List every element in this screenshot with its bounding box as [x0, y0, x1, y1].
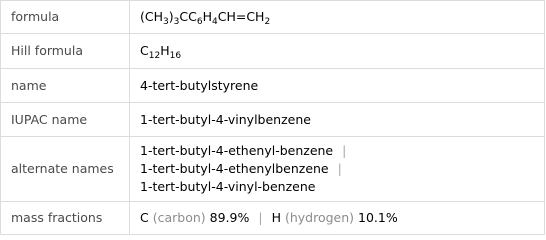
- mass-fractions-label: mass fractions: [1, 202, 130, 235]
- element-name: (hydrogen): [284, 210, 355, 225]
- alternate-name-text: 1-tert-butyl-4-ethenylbenzene: [140, 161, 329, 176]
- iupac-name-row: [1, 103, 545, 137]
- mass-fractions-value: [130, 202, 545, 235]
- element-name: (carbon): [152, 210, 206, 225]
- formula-part: CC: [179, 9, 197, 24]
- hill-part: H: [160, 43, 170, 58]
- formula-subscript: 2: [264, 17, 271, 27]
- element-percent: 89.9%: [209, 210, 250, 225]
- hill-formula-label: Hill formula: [1, 34, 130, 69]
- element-symbol: C: [140, 210, 149, 225]
- mass-fractions-row: [1, 202, 545, 235]
- formula-part: H: [202, 9, 212, 24]
- alternate-names-value: [130, 137, 545, 202]
- iupac-name-value: 1-tert-butyl-4-vinylbenzene: [130, 103, 545, 137]
- mass-fraction-hydrogen: [272, 210, 398, 225]
- formula-part: CH=CH: [217, 9, 265, 24]
- hill-part: C: [140, 43, 149, 58]
- alternate-name-item: [140, 178, 534, 196]
- formula-subscript: 6: [196, 17, 203, 27]
- alternate-name-text: 1-tert-butyl-4-vinyl-benzene: [140, 179, 316, 194]
- alternate-name-text: 1-tert-butyl-4-ethenyl-benzene: [140, 143, 334, 158]
- formula-part: (CH: [140, 9, 164, 24]
- element-symbol: H: [271, 210, 281, 225]
- hill-formula-value: [130, 34, 545, 69]
- formula-subscript: 4: [211, 17, 218, 27]
- alternate-name-item: [140, 142, 534, 160]
- formula-label: formula: [1, 1, 130, 34]
- hill-formula-row: [1, 34, 545, 69]
- name-label: name: [1, 69, 130, 103]
- hill-subscript: 12: [148, 51, 161, 61]
- hill-subscript: 16: [169, 51, 182, 61]
- mass-fraction-carbon: [140, 210, 249, 225]
- formula-value: [130, 1, 545, 34]
- alternate-names-label: alternate names: [1, 137, 130, 202]
- name-row: [1, 69, 545, 103]
- formula-part: ): [168, 9, 174, 24]
- separator: |: [258, 210, 263, 225]
- formula-subscript: 3: [163, 17, 169, 27]
- separator: |: [337, 161, 342, 176]
- formula-row: [1, 1, 545, 34]
- iupac-name-label: IUPAC name: [1, 103, 130, 137]
- name-value: 4-tert-butylstyrene: [130, 69, 545, 103]
- alternate-names-row: [1, 137, 545, 202]
- formula-subscript: 3: [173, 17, 180, 27]
- separator: |: [342, 143, 347, 158]
- alternate-name-item: [140, 160, 534, 178]
- element-percent: 10.1%: [358, 210, 398, 225]
